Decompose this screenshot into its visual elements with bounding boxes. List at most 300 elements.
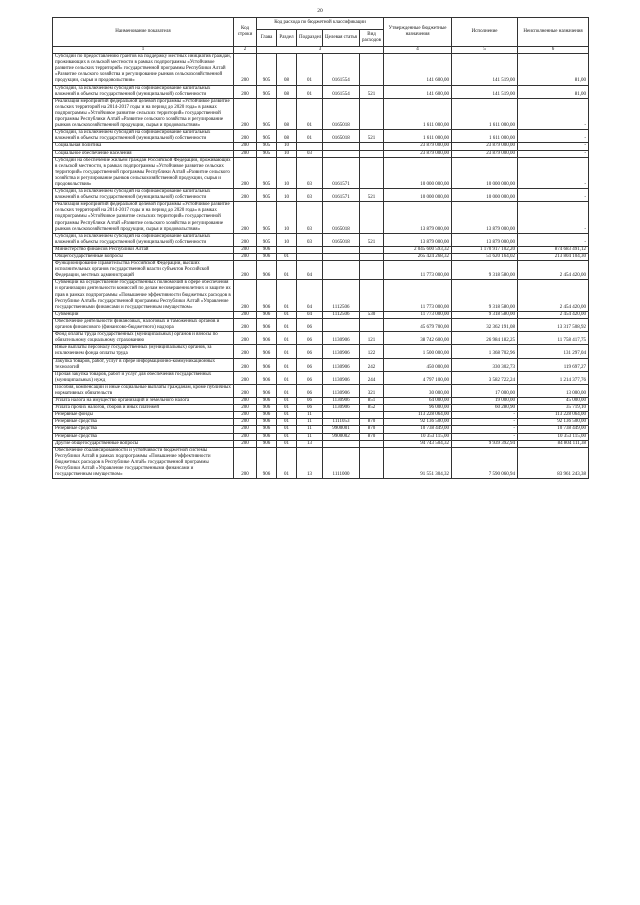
row-unexecuted: - <box>518 130 589 143</box>
row-kind <box>360 412 384 419</box>
row-target <box>323 246 360 253</box>
row-chapter: 906 <box>257 345 277 358</box>
row-executed: 9 318 580,00 <box>452 261 518 280</box>
row-line-code: 200 <box>234 130 257 143</box>
row-section: 01 <box>277 311 297 318</box>
row-name: Реализация мероприятий федеральной целевой программы «Устойчивое развитие сельских территорий на 2014-2017 годы и на период до 2020 года» в рамках подпрограммы «Устойчивое развитие сельских территорий» государственной программы Республики Алтай «Развитие сельского хозяйства и регулирование рынков сельскохозяйственной продукции, сырья и продовольствия» <box>53 98 234 129</box>
row-name: Субвенции <box>53 311 234 318</box>
table-row <box>53 202 589 233</box>
row-unexecuted: 1 214 377,76 <box>518 371 589 384</box>
row-kind: 521 <box>360 85 384 98</box>
row-target: 1130906 <box>323 405 360 412</box>
row-subsection: 04 <box>297 311 323 318</box>
row-approved: 10 000 000,00 <box>384 157 452 188</box>
row-line-code: 200 <box>234 440 257 447</box>
row-name: Пособия, компенсации и иные социальные выплаты гражданам, кроме публичных нормативных обязательств <box>53 384 234 397</box>
row-kind: 870 <box>360 426 384 433</box>
row-subsection: 06 <box>297 318 323 331</box>
table-row <box>53 130 589 143</box>
table-row <box>53 433 589 440</box>
row-name: Обеспечение сбалансированности и устойчивости бюджетной системы Республики Алтай в рамках подпрограммы «Повышение эффективности бюджетных расходов в Республике Алтай» государственной программы Республики Алтай «Управление государственными финансами и государственным имуществом» <box>53 447 234 478</box>
row-kind <box>360 98 384 129</box>
row-target: 1130906 <box>323 384 360 397</box>
row-chapter: 906 <box>257 405 277 412</box>
row-target: 0165018 <box>323 202 360 233</box>
table-row <box>53 345 589 358</box>
row-section: 01 <box>277 419 297 426</box>
row-approved: 10 353 115,00 <box>384 433 452 440</box>
row-section: 08 <box>277 98 297 129</box>
row-target: 0165018 <box>323 233 360 246</box>
row-kind: 121 <box>360 332 384 345</box>
row-subsection: 01 <box>297 54 323 85</box>
row-target: 1130906 <box>323 358 360 371</box>
row-approved: 1 611 000,00 <box>384 130 452 143</box>
row-executed: 10 000 000,00 <box>452 189 518 202</box>
row-section: 01 <box>277 358 297 371</box>
table-row <box>53 426 589 433</box>
row-name: Уплата прочих налогов, сборов и иных платежей <box>53 405 234 412</box>
row-subsection: 13 <box>297 440 323 447</box>
row-line-code: 200 <box>234 85 257 98</box>
row-kind: 851 <box>360 398 384 405</box>
row-section: 10 <box>277 189 297 202</box>
row-unexecuted: 874 683 491,12 <box>518 246 589 253</box>
header-unexecuted: Неисполненные назначения <box>518 18 589 47</box>
row-name: Закупка товаров, работ, услуг в сфере информационно-коммуникационных технологий <box>53 358 234 371</box>
row-subsection: 06 <box>297 371 323 384</box>
row-kind <box>360 150 384 157</box>
row-executed: 1 170 917 102,20 <box>452 246 518 253</box>
row-target <box>323 412 360 419</box>
row-subsection <box>297 246 323 253</box>
row-name: Резервные средства <box>53 419 234 426</box>
row-approved: 91 551 304,32 <box>384 447 452 478</box>
row-line-code: 200 <box>234 246 257 253</box>
row-approved: 141 600,00 <box>384 85 452 98</box>
row-subsection: 06 <box>297 398 323 405</box>
row-approved: 23 879 000,00 <box>384 143 452 150</box>
row-approved: 1 500 000,00 <box>384 345 452 358</box>
column-number: 2 <box>234 47 257 54</box>
row-section: 01 <box>277 345 297 358</box>
row-executed: 141 519,00 <box>452 54 518 85</box>
row-chapter: 905 <box>257 54 277 85</box>
header-section: Раздел <box>277 30 297 47</box>
row-section: 08 <box>277 130 297 143</box>
row-target: 1112506 <box>323 280 360 311</box>
row-subsection: 06 <box>297 358 323 371</box>
row-kind <box>360 157 384 188</box>
table-row <box>53 318 589 331</box>
row-kind: 530 <box>360 311 384 318</box>
row-line-code: 200 <box>234 433 257 440</box>
row-executed: 330 302,73 <box>452 358 518 371</box>
table-row <box>53 143 589 150</box>
row-executed: 10 000 000,00 <box>452 157 518 188</box>
row-executed: 9 318 580,00 <box>452 311 518 318</box>
row-name: Социальное обеспечение населения <box>53 150 234 157</box>
row-chapter: 906 <box>257 318 277 331</box>
row-approved: 64 000,00 <box>384 398 452 405</box>
row-chapter: 906 <box>257 280 277 311</box>
row-subsection: 11 <box>297 419 323 426</box>
table-row <box>53 280 589 311</box>
row-unexecuted: - <box>518 189 589 202</box>
row-kind <box>360 261 384 280</box>
row-executed: 23 879 000,00 <box>452 150 518 157</box>
row-executed: - <box>452 419 518 426</box>
row-target <box>323 318 360 331</box>
row-target: 0165018 <box>323 130 360 143</box>
row-executed: 3 582 722,24 <box>452 371 518 384</box>
row-chapter: 905 <box>257 202 277 233</box>
row-chapter: 905 <box>257 98 277 129</box>
row-unexecuted: 10 353 115,00 <box>518 433 589 440</box>
row-subsection: 01 <box>297 98 323 129</box>
row-line-code: 200 <box>234 419 257 426</box>
table-row <box>53 412 589 419</box>
row-target: 1130906 <box>323 398 360 405</box>
table-row <box>53 85 589 98</box>
row-approved: 92 136 500,00 <box>384 419 452 426</box>
row-unexecuted: - <box>518 202 589 233</box>
row-executed: 1 611 000,00 <box>452 130 518 143</box>
row-kind <box>360 318 384 331</box>
row-kind <box>360 447 384 478</box>
row-approved: 450 000,00 <box>384 358 452 371</box>
row-chapter: 906 <box>257 440 277 447</box>
row-section: 01 <box>277 384 297 397</box>
table-row <box>53 157 589 188</box>
row-name: Иные выплаты персоналу государственных (муниципальных) органов, за исключением фонда оплаты труда <box>53 345 234 358</box>
row-line-code: 200 <box>234 157 257 188</box>
row-approved: 1 611 000,00 <box>384 98 452 129</box>
row-target: 0161571 <box>323 157 360 188</box>
row-name: Субсидии, за исключением субсидий на софинансирование капитальных вложений в объекты государственной (муниципальной) собственности <box>53 85 234 98</box>
row-name: Субсидии, за исключением субсидий на софинансирование капитальных вложений в объекты государственной (муниципальной) собственности <box>53 189 234 202</box>
row-unexecuted: 131 297,04 <box>518 345 589 358</box>
row-target: 0161571 <box>323 189 360 202</box>
row-line-code: 200 <box>234 143 257 150</box>
row-target <box>323 440 360 447</box>
row-line-code: 200 <box>234 405 257 412</box>
row-executed: - <box>452 412 518 419</box>
row-chapter: 906 <box>257 254 277 261</box>
row-executed: 9 318 580,00 <box>452 280 518 311</box>
row-chapter: 906 <box>257 371 277 384</box>
row-subsection: 03 <box>297 233 323 246</box>
row-target <box>323 143 360 150</box>
row-unexecuted: 2 454 420,00 <box>518 311 589 318</box>
table-row <box>53 233 589 246</box>
row-executed: 51 620 164,02 <box>452 254 518 261</box>
row-section: 01 <box>277 447 297 478</box>
row-unexecuted: - <box>518 143 589 150</box>
table-row <box>53 150 589 157</box>
row-unexecuted: 11 758 417,75 <box>518 332 589 345</box>
row-line-code: 200 <box>234 447 257 478</box>
row-section: 10 <box>277 233 297 246</box>
row-subsection: 01 <box>297 85 323 98</box>
table-row <box>53 254 589 261</box>
row-target: 0161554 <box>323 85 360 98</box>
column-number: 6 <box>518 47 589 54</box>
header-executed: Исполнение <box>452 18 518 47</box>
budget-execution-table <box>52 17 589 479</box>
row-line-code: 200 <box>234 332 257 345</box>
row-executed: 19 000,00 <box>452 398 518 405</box>
table-row <box>53 261 589 280</box>
row-line-code: 200 <box>234 202 257 233</box>
row-line-code: 200 <box>234 261 257 280</box>
row-section: 10 <box>277 143 297 150</box>
row-name: Обеспечение деятельности финансовых, налоговых и таможенных органов и органов финансового (финансово-бюджетного) надзора <box>53 318 234 331</box>
row-approved: 13 879 000,00 <box>384 233 452 246</box>
row-chapter: 906 <box>257 311 277 318</box>
header-target: Целевая статья <box>323 30 360 47</box>
row-section: 01 <box>277 371 297 384</box>
row-subsection: 03 <box>297 189 323 202</box>
row-executed: 60 280,90 <box>452 405 518 412</box>
row-subsection <box>297 254 323 261</box>
row-kind: 242 <box>360 358 384 371</box>
row-name: Другие общегосударственные вопросы <box>53 440 234 447</box>
row-approved: 38 742 600,00 <box>384 332 452 345</box>
row-unexecuted: 213 804 104,30 <box>518 254 589 261</box>
row-approved: 30 000,00 <box>384 384 452 397</box>
row-section: 01 <box>277 398 297 405</box>
row-chapter: 906 <box>257 332 277 345</box>
row-kind: 870 <box>360 419 384 426</box>
row-chapter: 905 <box>257 85 277 98</box>
row-line-code: 200 <box>234 189 257 202</box>
table-row <box>53 371 589 384</box>
row-section: 10 <box>277 150 297 157</box>
row-chapter: 905 <box>257 189 277 202</box>
row-line-code: 200 <box>234 412 257 419</box>
row-section: 01 <box>277 426 297 433</box>
row-unexecuted: 2 454 420,00 <box>518 280 589 311</box>
row-name: Уплата налога на имущество организаций и земельного налога <box>53 398 234 405</box>
row-subsection: 13 <box>297 447 323 478</box>
row-target: 9900001 <box>323 426 360 433</box>
row-chapter: 906 <box>257 419 277 426</box>
row-subsection: 03 <box>297 157 323 188</box>
row-section: 01 <box>277 254 297 261</box>
row-executed: 13 879 000,00 <box>452 202 518 233</box>
row-name: Министерство финансов Республики Алтай <box>53 246 234 253</box>
row-subsection: 06 <box>297 345 323 358</box>
row-executed: - <box>452 433 518 440</box>
row-kind: 852 <box>360 405 384 412</box>
row-line-code: 200 <box>234 54 257 85</box>
row-line-code: 200 <box>234 358 257 371</box>
row-approved: 11 773 000,00 <box>384 261 452 280</box>
row-name: Резервные средства <box>53 426 234 433</box>
row-section: 10 <box>277 202 297 233</box>
row-subsection: 04 <box>297 280 323 311</box>
header-line-code: Код строки <box>234 18 257 47</box>
row-line-code: 200 <box>234 345 257 358</box>
header-name: Наименование показателя <box>53 18 234 47</box>
row-section: 01 <box>277 440 297 447</box>
row-executed: 1 368 702,96 <box>452 345 518 358</box>
row-kind: 244 <box>360 371 384 384</box>
row-section: 01 <box>277 318 297 331</box>
row-section: 01 <box>277 280 297 311</box>
row-unexecuted: 92 136 500,00 <box>518 419 589 426</box>
row-chapter: 906 <box>257 358 277 371</box>
row-executed: 13 879 000,00 <box>452 233 518 246</box>
row-executed: 1 611 000,00 <box>452 98 518 129</box>
row-unexecuted: 81,00 <box>518 54 589 85</box>
row-subsection: 06 <box>297 332 323 345</box>
row-kind: 870 <box>360 433 384 440</box>
row-chapter: 905 <box>257 150 277 157</box>
row-approved: 94 743 504,32 <box>384 440 452 447</box>
row-name: Социальная политика <box>53 143 234 150</box>
row-target: 1111000 <box>323 447 360 478</box>
row-kind: 122 <box>360 345 384 358</box>
row-name: Резервные средства <box>53 433 234 440</box>
row-approved: 13 879 000,00 <box>384 202 452 233</box>
row-approved: 45 679 700,00 <box>384 318 452 331</box>
row-unexecuted: 13 317 508,92 <box>518 318 589 331</box>
row-approved: 141 600,00 <box>384 54 452 85</box>
header-approved: Утвержденные бюджетные назначения <box>384 18 452 47</box>
header-subsection: Подраздел <box>297 30 323 47</box>
row-chapter: 905 <box>257 143 277 150</box>
row-name: Резервные фонды <box>53 412 234 419</box>
row-kind <box>360 254 384 261</box>
row-unexecuted: 35 719,10 <box>518 405 589 412</box>
row-name: Субвенции на осуществление государственных полномочий в сфере обеспечения и организации деятельности комиссий по делам несовершеннолетних и защите их прав в рамках подпрограммы «Повышение эффективности бюджетных расходов в Республике Алтай» государственной программы Республики Алтай «Управление государственными финансами и государственным имуществом» <box>53 280 234 311</box>
row-unexecuted: 10 738 449,00 <box>518 426 589 433</box>
row-unexecuted: 84 804 111,38 <box>518 440 589 447</box>
row-unexecuted: 45 000,00 <box>518 398 589 405</box>
table-row <box>53 246 589 253</box>
table-row <box>53 384 589 397</box>
row-kind <box>360 202 384 233</box>
row-section: 08 <box>277 85 297 98</box>
row-executed: 23 879 000,00 <box>452 143 518 150</box>
row-name: Субсидии, за исключением субсидий на софинансирование капитальных вложений в объекты государственной (муниципальной) собственности <box>53 130 234 143</box>
row-line-code: 200 <box>234 98 257 129</box>
row-approved: 11 773 000,00 <box>384 280 452 311</box>
row-approved: 2 045 600 593,32 <box>384 246 452 253</box>
row-line-code: 200 <box>234 254 257 261</box>
row-unexecuted: 2 454 420,00 <box>518 261 589 280</box>
header-chapter: Глава <box>257 30 277 47</box>
table-row <box>53 398 589 405</box>
row-section: 08 <box>277 54 297 85</box>
column-number: 4 <box>384 47 452 54</box>
row-target: 1130906 <box>323 371 360 384</box>
row-kind <box>360 440 384 447</box>
row-subsection: 06 <box>297 384 323 397</box>
row-unexecuted: - <box>518 150 589 157</box>
table-body <box>53 54 589 479</box>
row-line-code: 200 <box>234 426 257 433</box>
row-subsection: 11 <box>297 426 323 433</box>
row-unexecuted: - <box>518 98 589 129</box>
row-target <box>323 254 360 261</box>
row-unexecuted: 83 961 243,38 <box>518 447 589 478</box>
row-line-code: 200 <box>234 311 257 318</box>
row-executed: 7 590 060,94 <box>452 447 518 478</box>
row-target <box>323 150 360 157</box>
row-approved: 11 773 000,00 <box>384 311 452 318</box>
row-subsection: 06 <box>297 405 323 412</box>
row-target: 1112506 <box>323 311 360 318</box>
table-row <box>53 189 589 202</box>
table-row <box>53 332 589 345</box>
row-line-code: 200 <box>234 371 257 384</box>
row-section: 01 <box>277 433 297 440</box>
row-subsection: 03 <box>297 150 323 157</box>
row-line-code: 200 <box>234 384 257 397</box>
row-name: Функционирование Правительства Российской Федерации, высших исполнительных органов государственной власти субъектов Российской Федерации, местных администраций <box>53 261 234 280</box>
column-number: 1 <box>53 47 234 54</box>
row-chapter: 906 <box>257 246 277 253</box>
row-chapter: 905 <box>257 157 277 188</box>
row-unexecuted: 13 000,00 <box>518 384 589 397</box>
row-kind <box>360 143 384 150</box>
row-executed: 32 362 191,08 <box>452 318 518 331</box>
row-chapter: 906 <box>257 398 277 405</box>
header-code-group: Код расхода по бюджетной классификации <box>257 18 384 30</box>
row-subsection: 01 <box>297 130 323 143</box>
row-name: Субсидии на обеспечение жильем граждан Российской Федерации, проживающих в сельской местности, в рамках подпрограммы «Устойчивое развитие сельских территорий» государственной программы Республики Алтай «Развитие сельского хозяйства и регулирование рынков сельскохозяйственной продукции, сырья и продовольствия» <box>53 157 234 188</box>
row-executed: 9 939 392,94 <box>452 440 518 447</box>
row-executed: - <box>452 426 518 433</box>
row-kind: 521 <box>360 130 384 143</box>
row-unexecuted: 81,00 <box>518 85 589 98</box>
row-target: 1111053 <box>323 419 360 426</box>
row-chapter: 906 <box>257 261 277 280</box>
row-chapter: 906 <box>257 426 277 433</box>
table-row <box>53 447 589 478</box>
row-kind: 321 <box>360 384 384 397</box>
row-section <box>277 246 297 253</box>
row-kind <box>360 54 384 85</box>
row-approved: 4 797 100,00 <box>384 371 452 384</box>
row-name: Субсидии по предоставлению грантов на поддержку местных инициатив граждан, проживающих в сельской местности в рамках подпрограммы «Устойчивое развитие сельских территорий» государственной программы Республики Алтай «Развитие сельского хозяйства и регулирование рынков сельскохозяйственной продукции, сырья и продовольствия» <box>53 54 234 85</box>
row-section: 01 <box>277 412 297 419</box>
row-unexecuted: - <box>518 157 589 188</box>
row-target: 0161554 <box>323 54 360 85</box>
row-subsection: 04 <box>297 261 323 280</box>
row-chapter: 906 <box>257 412 277 419</box>
row-chapter: 906 <box>257 433 277 440</box>
row-approved: 23 879 000,00 <box>384 150 452 157</box>
table-row <box>53 405 589 412</box>
header-kind: Вид расходов <box>360 30 384 47</box>
table-row <box>53 54 589 85</box>
row-chapter: 905 <box>257 130 277 143</box>
row-section: 10 <box>277 157 297 188</box>
row-name: Фонд оплаты труда государственных (муниципальных) органов и взносы по обязательному социальному страхованию <box>53 332 234 345</box>
row-chapter: 905 <box>257 233 277 246</box>
row-subsection: 11 <box>297 412 323 419</box>
row-chapter: 906 <box>257 447 277 478</box>
row-target: 1130906 <box>323 345 360 358</box>
table-row <box>53 98 589 129</box>
row-executed: 17 000,00 <box>452 384 518 397</box>
table-row <box>53 358 589 371</box>
row-section: 01 <box>277 332 297 345</box>
